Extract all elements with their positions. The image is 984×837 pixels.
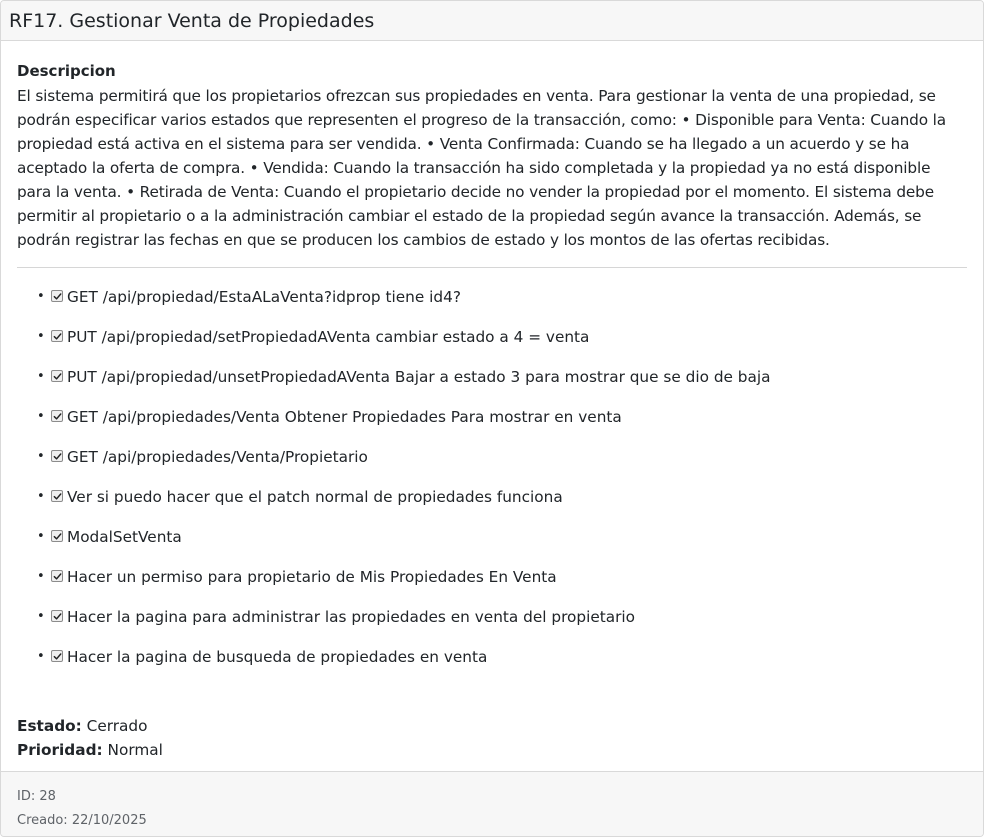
task-label: GET /api/propiedad/EstaALaVenta?idprop tiene id4? — [67, 288, 461, 306]
bullet-icon: • — [37, 529, 45, 544]
priority-row — [17, 738, 967, 762]
check-icon — [53, 332, 62, 341]
check-icon — [53, 652, 62, 661]
task-item — [37, 288, 967, 328]
bullet-icon: • — [37, 569, 45, 584]
check-icon — [53, 452, 62, 461]
bullet-icon: • — [37, 609, 45, 624]
card-body — [1, 41, 983, 762]
status-row — [17, 714, 967, 738]
task-item — [37, 568, 967, 608]
status-label: Estado: — [17, 717, 82, 735]
task-item — [37, 328, 967, 368]
bullet-icon: • — [37, 489, 45, 504]
task-label: Hacer la pagina de busqueda de propiedades en venta — [67, 648, 488, 666]
divider — [17, 267, 967, 268]
task-list — [17, 288, 967, 688]
description-heading: Descripcion — [17, 62, 116, 80]
check-icon — [53, 572, 62, 581]
priority-value: Normal — [107, 741, 163, 759]
card-header — [1, 1, 983, 41]
task-label: Hacer la pagina para administrar las propiedades en venta del propietario — [67, 608, 636, 626]
bullet-icon: • — [37, 649, 45, 664]
task-item — [37, 408, 967, 448]
task-checkbox[interactable] — [51, 610, 63, 622]
task-checkbox[interactable] — [51, 290, 63, 302]
task-checkbox[interactable] — [51, 450, 63, 462]
task-item — [37, 648, 967, 688]
priority-label: Prioridad: — [17, 741, 103, 759]
check-icon — [53, 292, 62, 301]
task-checkbox[interactable] — [51, 410, 63, 422]
task-item — [37, 528, 967, 568]
task-label: PUT /api/propiedad/unsetPropiedadAVenta Bajar a estado 3 para mostrar que se dio de baja — [67, 368, 771, 386]
check-icon — [53, 492, 62, 501]
created-date: Creado: 22/10/2025 — [17, 813, 147, 828]
task-label: PUT /api/propiedad/setPropiedadAVenta cambiar estado a 4 = venta — [67, 328, 590, 346]
bullet-icon: • — [37, 449, 45, 464]
task-label: Ver si puedo hacer que el patch normal de propiedades funciona — [67, 488, 563, 506]
check-icon — [53, 372, 62, 381]
bullet-icon: • — [37, 289, 45, 304]
card-footer — [1, 771, 983, 837]
task-checkbox[interactable] — [51, 530, 63, 542]
task-item — [37, 608, 967, 648]
task-label: GET /api/propiedades/Venta Obtener Propiedades Para mostrar en venta — [67, 408, 622, 426]
task-checkbox[interactable] — [51, 490, 63, 502]
task-checkbox[interactable] — [51, 570, 63, 582]
task-item — [37, 448, 967, 488]
check-icon — [53, 412, 62, 421]
bullet-icon: • — [37, 369, 45, 384]
task-checkbox[interactable] — [51, 650, 63, 662]
task-label: ModalSetVenta — [67, 528, 182, 546]
task-checkbox[interactable] — [51, 330, 63, 342]
check-icon — [53, 612, 62, 621]
task-item — [37, 368, 967, 408]
task-label: GET /api/propiedades/Venta/Propietario — [67, 448, 368, 466]
check-icon — [53, 532, 62, 541]
task-item — [37, 488, 967, 528]
status-value: Cerrado — [86, 717, 148, 735]
task-label: Hacer un permiso para propietario de Mis Propiedades En Venta — [67, 568, 557, 586]
task-checkbox[interactable] — [51, 370, 63, 382]
issue-id: ID: 28 — [17, 789, 56, 804]
description-text: El sistema permitirá que los propietarios ofrezcan sus propiedades en venta. Para gestionar la venta de una propiedad, se podrán especificar varios estados que representen el progreso de la transacción, como: • Disponible para Venta: Cuando la propiedad está activa en el sistema para ser vendida. • Venta Confirmada: Cuando se ha llegado a un acuerdo y se ha aceptado la oferta de compra. • Vendida: Cuando la transacción ha sido completada y la propiedad ya no está disponible para la venta. • Retirada de Venta: Cuando el propietario decide no vender la propiedad por el momento. El sistema debe permitir al propietario o a la administración cambiar el estado de la propiedad según avance la transacción. Además, se podrán registrar las fechas en que se producen los cambios de estado y los montos de las ofertas recibidas. — [17, 87, 946, 249]
issue-meta — [17, 714, 967, 762]
card-title: RF17. Gestionar Venta de Propiedades — [9, 10, 375, 32]
bullet-icon: • — [37, 409, 45, 424]
bullet-icon: • — [37, 329, 45, 344]
